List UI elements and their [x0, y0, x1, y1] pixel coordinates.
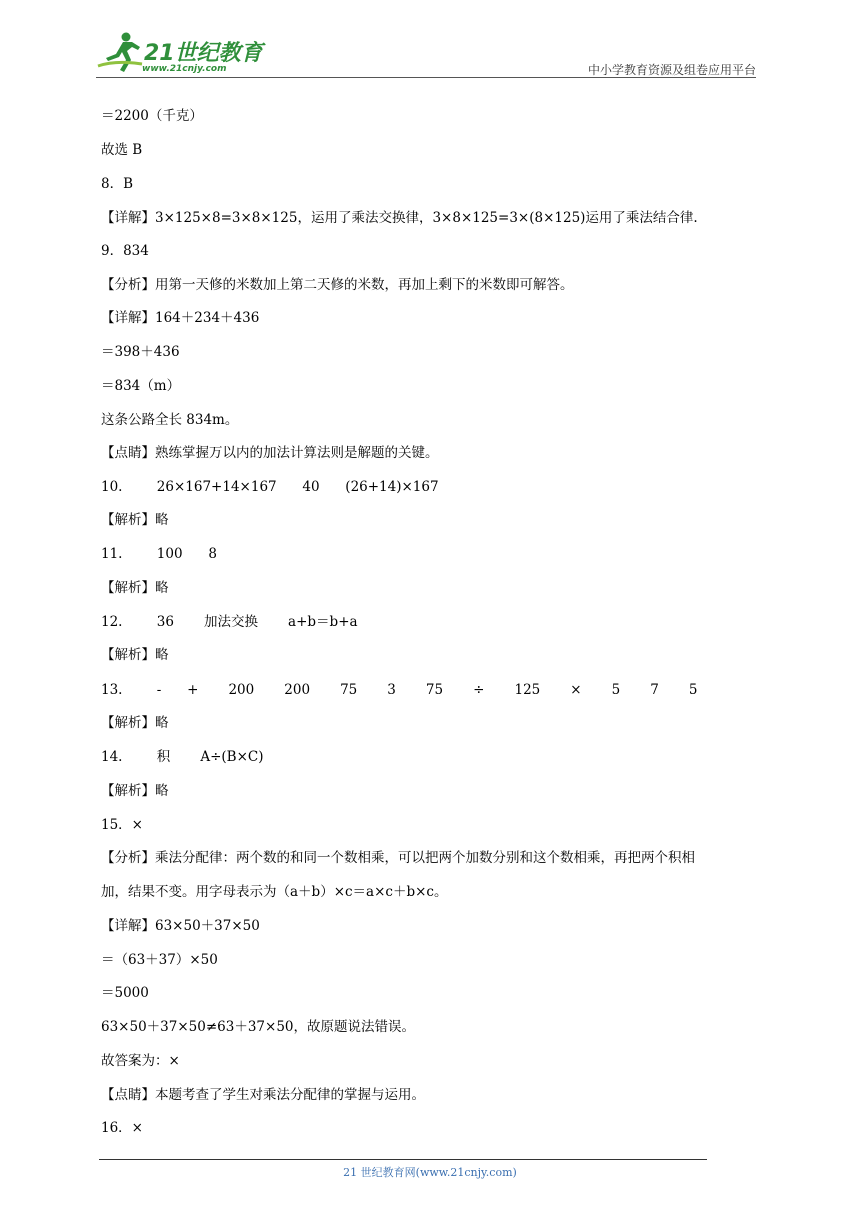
text-line: 【解析】略	[101, 512, 169, 528]
text-line: 【解析】略	[101, 647, 169, 663]
page-header	[96, 30, 756, 78]
text-line: ＝（63＋37）×50	[101, 952, 218, 968]
header-divider	[96, 77, 756, 78]
text-line: ＝2200（千克）	[101, 108, 203, 124]
logo-url: www.21cnjy.com	[142, 64, 227, 74]
text-line: 加，结果不变。用字母表示为（a＋b）×c＝a×c＋b×c。	[101, 884, 448, 900]
text-line: 63×50＋37×50≠63＋37×50，故原题说法错误。	[101, 1019, 415, 1035]
text-line: 【详解】164＋234＋436	[101, 310, 260, 326]
text-line: 【点睛】本题考查了学生对乘法分配律的掌握与运用。	[101, 1087, 425, 1103]
text-line: 故选 B	[101, 142, 143, 158]
text-line: 【解析】略	[101, 783, 169, 799]
text-line: 9．834	[101, 243, 149, 259]
text-line: ＝834（m）	[101, 378, 181, 394]
text-line: 【详解】63×50＋37×50	[101, 918, 260, 934]
text-line: 12. 36 加法交换 a+b＝b+a	[101, 614, 358, 630]
text-line: 11. 100 8	[101, 546, 217, 562]
text-line: ＝398＋436	[101, 344, 180, 360]
text-line: 8．B	[101, 176, 134, 192]
text-line: 13. - + 200 200 75 3 75 ÷ 125 × 5 7 5	[101, 682, 698, 698]
text-line: 【详解】3×125×8=3×8×125，运用了乘法交换律，3×8×125=3×(8×125)运用了乘法结合律.	[101, 210, 698, 226]
text-line: 10. 26×167+14×167 40 (26+14)×167	[101, 479, 439, 495]
footer-link[interactable]: 21 世纪教育网(www.21cnjy.com)	[343, 1166, 517, 1179]
text-line: 15．×	[101, 817, 143, 833]
footer-divider	[99, 1159, 707, 1160]
text-line: 16．×	[101, 1120, 143, 1136]
platform-name: 中小学教育资源及组卷应用平台	[587, 63, 756, 77]
text-line: 【解析】略	[101, 580, 169, 596]
logo-title: 21世纪教育	[144, 41, 263, 66]
logo	[96, 30, 266, 78]
text-line: 故答案为：×	[101, 1053, 180, 1069]
text-line: 这条公路全长 834m。	[101, 412, 239, 428]
text-line: 【点睛】熟练掌握万以内的加法计算法则是解题的关键。	[101, 445, 439, 461]
text-line: 14. 积 A÷(B×C)	[101, 749, 264, 765]
text-line: 【解析】略	[101, 715, 169, 731]
runner-logo-icon	[96, 30, 144, 76]
text-line: ＝5000	[101, 985, 149, 1001]
text-line: 【分析】用第一天修的米数加上第二天修的米数，再加上剩下的米数即可解答。	[101, 277, 574, 293]
text-line: 【分析】乘法分配律：两个数的和同一个数相乘，可以把两个加数分别和这个数相乘，再把两个积相	[101, 850, 695, 866]
